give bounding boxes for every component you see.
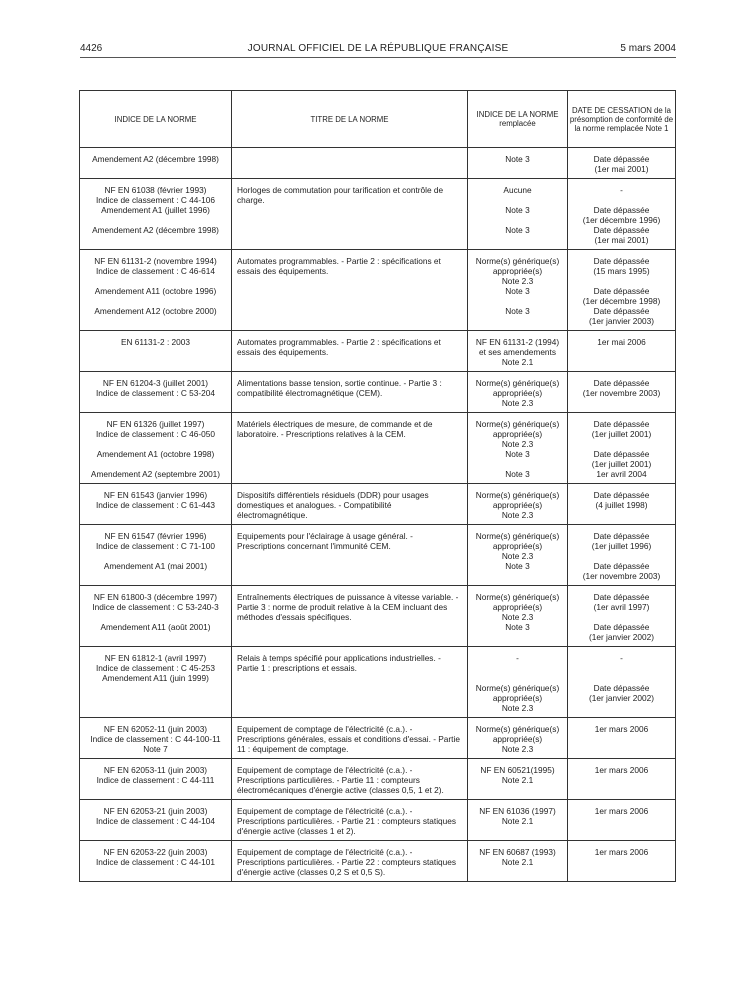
date-cessation-cell (568, 148, 676, 179)
norme-titre-cell (232, 586, 468, 647)
table-row (80, 372, 676, 413)
cell-line: Date dépassée (593, 531, 650, 541)
cell-line: Norme(s) générique(s) (475, 256, 560, 266)
cell-line: 1er mars 2006 (594, 724, 649, 734)
norme-titre-cell (232, 759, 468, 800)
cell-line (237, 154, 462, 164)
cell-line: Amendement A11 (octobre 1996) (94, 286, 217, 296)
date-cessation-cell (568, 179, 676, 250)
cell-line: (1er janvier 2003) (588, 316, 655, 326)
cell-line: Indice de classement : C 44-101 (96, 857, 215, 867)
norme-remplacee-cell (468, 718, 568, 759)
cell-line: - (620, 185, 623, 195)
cell-line: Equipement de comptage de l'électricité (c.a.). - Prescriptions particulières. - Partie 11 : compteurs électromécaniques d'énergie active (classes 0,5, 1 et 2). (237, 765, 444, 795)
cell-line: Note 2.1 (501, 816, 534, 826)
cell-line: Date dépassée (593, 490, 650, 500)
col-header-indice: INDICE DE LA NORME (80, 91, 232, 148)
norme-remplacee-cell (468, 250, 568, 331)
cell-line: NF EN 61204-3 (juillet 2001) (102, 378, 209, 388)
cell-line (571, 551, 672, 561)
cell-line: Note 2.1 (501, 857, 534, 867)
norme-remplacee-cell (468, 586, 568, 647)
cell-line: Note 2.3 (501, 439, 534, 449)
norme-titre-cell (232, 413, 468, 484)
cell-line: (1er avril 1997) (593, 602, 650, 612)
cell-line: Date dépassée (593, 205, 650, 215)
cell-line (83, 439, 228, 449)
cell-line: Indice de classement : C 46-614 (96, 266, 215, 276)
cell-line: appropriée(s) (492, 693, 543, 703)
cell-line: NF EN 62052-11 (juin 2003) (103, 724, 208, 734)
table-header-row (80, 91, 676, 148)
issue-date: 5 mars 2004 (620, 43, 676, 54)
cell-line (571, 276, 672, 286)
norme-titre-cell (232, 372, 468, 413)
cell-line: Indice de classement : C 53-240-3 (92, 602, 219, 612)
cell-line: Equipement de comptage de l'électricité (c.a.). - Prescriptions particulières. - Partie 22 : compteurs statiques d'énergie active (classes 0,2 S et 0,5 S). (237, 847, 457, 877)
cell-line: Amendement A1 (juillet 1996) (101, 205, 210, 215)
cell-line: Norme(s) générique(s) (475, 683, 560, 693)
cell-line: Aucune (503, 185, 532, 195)
cell-line: Note 2.3 (501, 612, 534, 622)
cell-line: NF EN 61326 (juillet 1997) (106, 419, 205, 429)
date-cessation-cell (568, 718, 676, 759)
cell-line: Date dépassée (593, 256, 650, 266)
cell-line: NF EN 61038 (février 1993) (104, 185, 207, 195)
cell-line: Date dépassée (593, 225, 650, 235)
cell-line: Equipement de comptage de l'électricité (c.a.). - Prescriptions générales, essais et conditions d'essai. - Partie 11 : équipement de comptage. (237, 724, 460, 754)
cell-line (571, 673, 672, 683)
cell-line: Indice de classement : C 44-100-11 (90, 734, 221, 744)
cell-line (471, 296, 564, 306)
cell-line: appropriée(s) (492, 602, 543, 612)
cell-line: Alimentations basse tension, sortie continue. - Partie 3 : compatibilité électromagnétique (CEM). (237, 378, 442, 398)
cell-line: Amendement A11 (août 2001) (100, 622, 211, 632)
norme-remplacee-cell (468, 372, 568, 413)
cell-line: Note 2.3 (501, 510, 534, 520)
cell-line: Amendement A1 (octobre 1998) (96, 449, 215, 459)
cell-line: Equipement de comptage de l'électricité (c.a.). - Prescriptions particulières. - Partie 21 : compteurs statiques d'énergie active (classes 1 et 2). (237, 806, 457, 836)
date-cessation-cell (568, 586, 676, 647)
table-row (80, 841, 676, 882)
cell-line: Date dépassée (593, 592, 650, 602)
cell-line: Note 2.1 (501, 357, 534, 367)
table-row (80, 250, 676, 331)
cell-line: Norme(s) générique(s) (475, 378, 560, 388)
cell-line: 1er mai 2006 (597, 337, 646, 347)
table-row (80, 647, 676, 718)
cell-line: (1er janvier 2002) (588, 693, 655, 703)
page-number: 4426 (80, 43, 103, 54)
norme-remplacee-cell (468, 759, 568, 800)
cell-line: Note 3 (505, 205, 530, 215)
cell-line: appropriée(s) (492, 541, 543, 551)
cell-line: appropriée(s) (492, 429, 543, 439)
cell-line: Date dépassée (593, 419, 650, 429)
cell-line: Date dépassée (593, 286, 650, 296)
date-cessation-cell (568, 800, 676, 841)
cell-line: (15 mars 1995) (593, 266, 650, 276)
cell-line: NF EN 61036 (1997) (479, 806, 556, 816)
cell-line: appropriée(s) (492, 500, 543, 510)
date-cessation-cell (568, 525, 676, 586)
cell-line: Indice de classement : C 71-100 (96, 541, 215, 551)
cell-line: NF EN 61131-2 (1994) (475, 337, 560, 347)
norme-indice-cell (80, 759, 232, 800)
table-row (80, 484, 676, 525)
cell-line: EN 61131-2 : 2003 (120, 337, 191, 347)
table-body (80, 148, 676, 882)
cell-line: Note 2.3 (501, 744, 534, 754)
cell-line: Indice de classement : C 45-253 (96, 663, 215, 673)
norme-remplacee-cell (468, 331, 568, 372)
cell-line: Note 3 (505, 225, 530, 235)
cell-line: Relais à temps spécifié pour applications industrielles. - Partie 1 : prescriptions et essais. (237, 653, 441, 673)
norme-remplacee-cell (468, 179, 568, 250)
cell-line: Note 3 (505, 449, 530, 459)
cell-line: NF EN 61547 (février 1996) (104, 531, 207, 541)
date-cessation-cell (568, 484, 676, 525)
cell-line: Entraînements électriques de puissance à vitesse variable. - Partie 3 : norme de produit relative à la CEM incluant des méthodes d'essais spécifiques. (237, 592, 459, 622)
cell-line: Note 7 (143, 744, 168, 754)
cell-line: Note 2.1 (501, 775, 534, 785)
cell-line: Automates programmables. - Partie 2 : spécifications et essais des équipements. (237, 337, 441, 357)
cell-line: Note 2.3 (501, 276, 534, 286)
cell-line (471, 663, 564, 673)
standards-table (79, 90, 676, 882)
table-row (80, 179, 676, 250)
cell-line: (4 juillet 1998) (595, 500, 648, 510)
cell-line: Note 3 (505, 306, 530, 316)
cell-line: Norme(s) générique(s) (475, 419, 560, 429)
cell-line (83, 459, 228, 469)
cell-line: Amendement A2 (décembre 1998) (92, 154, 219, 164)
cell-line: (1er juillet 2001) (591, 429, 652, 439)
cell-line: Date dépassée (593, 306, 650, 316)
cell-line: 1er mars 2006 (594, 847, 649, 857)
cell-line: Indice de classement : C 53-204 (96, 388, 215, 398)
date-cessation-cell (568, 759, 676, 800)
cell-line (83, 551, 228, 561)
date-cessation-cell (568, 250, 676, 331)
norme-indice-cell (80, 148, 232, 179)
cell-line (571, 663, 672, 673)
cell-line: NF EN 62053-22 (juin 2003) (103, 847, 208, 857)
cell-line: NF EN 61131-2 (novembre 1994) (94, 256, 217, 266)
cell-line: (1er juillet 2001) (591, 459, 652, 469)
table-row (80, 148, 676, 179)
cell-line (83, 215, 228, 225)
cell-line: (1er janvier 2002) (588, 632, 655, 642)
cell-line: NF EN 60521(1995) (480, 765, 555, 775)
cell-line: Date dépassée (593, 622, 650, 632)
date-cessation-cell (568, 331, 676, 372)
cell-line: - (516, 653, 519, 663)
cell-line: Amendement A11 (juin 1999) (102, 673, 209, 683)
norme-remplacee-cell (468, 800, 568, 841)
cell-line: (1er mai 2001) (594, 164, 649, 174)
cell-line: (1er mai 2001) (594, 235, 649, 245)
norme-titre-cell (232, 525, 468, 586)
norme-indice-cell (80, 250, 232, 331)
cell-line: NF EN 60687 (1993) (479, 847, 556, 857)
cell-line: Matériels électriques de mesure, de commande et de laboratoire. - Prescriptions relatives à la CEM. (237, 419, 433, 439)
norme-indice-cell (80, 331, 232, 372)
cell-line: Amendement A2 (décembre 1998) (92, 225, 219, 235)
norme-remplacee-cell (468, 413, 568, 484)
norme-titre-cell (232, 484, 468, 525)
col-header-date-cessation: DATE DE CESSATION de la présomption de conformité de la norme remplacée Note 1 (568, 91, 676, 148)
cell-line: Date dépassée (593, 154, 650, 164)
cell-line: Automates programmables. - Partie 2 : spécifications et essais des équipements. (237, 256, 441, 276)
cell-line: - (620, 653, 623, 663)
header-rule (80, 57, 676, 58)
cell-line: NF EN 61812-1 (avril 1997) (104, 653, 207, 663)
cell-line: NF EN 62053-21 (juin 2003) (103, 806, 208, 816)
date-cessation-cell (568, 841, 676, 882)
cell-line (471, 195, 564, 205)
cell-line (83, 296, 228, 306)
cell-line: (1er novembre 2003) (582, 388, 661, 398)
cell-line: Indice de classement : C 44-111 (96, 775, 215, 785)
table-row (80, 413, 676, 484)
cell-line: Dispositifs différentiels résiduels (DDR) pour usages domestiques et analogues. - Compatibilité électromagnétique. (237, 490, 429, 520)
norme-indice-cell (80, 647, 232, 718)
norme-indice-cell (80, 372, 232, 413)
cell-line (83, 612, 228, 622)
norme-indice-cell (80, 413, 232, 484)
date-cessation-cell (568, 413, 676, 484)
cell-line: Norme(s) générique(s) (475, 592, 560, 602)
cell-line: Indice de classement : C 44-104 (96, 816, 215, 826)
cell-line: Note 2.3 (501, 703, 534, 713)
cell-line (471, 673, 564, 683)
cell-line: Amendement A12 (octobre 2000) (94, 306, 217, 316)
cell-line: Indice de classement : C 61-443 (96, 500, 215, 510)
cell-line: (1er juillet 1996) (591, 541, 652, 551)
cell-line: Note 3 (505, 469, 530, 479)
cell-line: Indice de classement : C 46-050 (96, 429, 215, 439)
norme-remplacee-cell (468, 841, 568, 882)
cell-line: Amendement A1 (mai 2001) (103, 561, 208, 571)
cell-line: Note 3 (505, 286, 530, 296)
norme-titre-cell (232, 647, 468, 718)
cell-line: Indice de classement : C 44-106 (96, 195, 215, 205)
cell-line: Norme(s) générique(s) (475, 490, 560, 500)
cell-line: Note 2.3 (501, 398, 534, 408)
table-row (80, 331, 676, 372)
cell-line (471, 459, 564, 469)
norme-titre-cell (232, 841, 468, 882)
norme-remplacee-cell (468, 148, 568, 179)
cell-line: Note 3 (505, 622, 530, 632)
cell-line: NF EN 61543 (janvier 1996) (103, 490, 208, 500)
table-row (80, 800, 676, 841)
cell-line: 1er avril 2004 (596, 469, 647, 479)
table-row (80, 718, 676, 759)
cell-line: Norme(s) générique(s) (475, 724, 560, 734)
cell-line: 1er mars 2006 (594, 765, 649, 775)
norme-indice-cell (80, 841, 232, 882)
cell-line (83, 276, 228, 286)
cell-line: Date dépassée (593, 561, 650, 571)
norme-titre-cell (232, 179, 468, 250)
cell-line: Note 3 (505, 154, 530, 164)
cell-line: NF EN 61800-3 (décembre 1997) (93, 592, 218, 602)
norme-titre-cell (232, 250, 468, 331)
norme-remplacee-cell (468, 647, 568, 718)
cell-line (571, 195, 672, 205)
cell-line: (1er novembre 2003) (582, 571, 661, 581)
cell-line (571, 612, 672, 622)
cell-line: Date dépassée (593, 449, 650, 459)
norme-indice-cell (80, 179, 232, 250)
date-cessation-cell (568, 372, 676, 413)
cell-line: appropriée(s) (492, 734, 543, 744)
cell-line: Date dépassée (593, 378, 650, 388)
cell-line: Amendement A2 (septembre 2001) (90, 469, 221, 479)
norme-indice-cell (80, 800, 232, 841)
cell-line: Norme(s) générique(s) (475, 531, 560, 541)
cell-line (471, 215, 564, 225)
cell-line: Note 2.3 (501, 551, 534, 561)
col-header-remplacee: INDICE DE LA NORME remplacée (468, 91, 568, 148)
cell-line: (1er décembre 1996) (582, 215, 661, 225)
norme-titre-cell (232, 148, 468, 179)
norme-indice-cell (80, 718, 232, 759)
cell-line: Equipements pour l'éclairage à usage général. - Prescriptions concernant l'immunité CEM. (237, 531, 413, 551)
norme-titre-cell (232, 800, 468, 841)
table-row (80, 586, 676, 647)
cell-line: et ses amendements (478, 347, 557, 357)
cell-line: Note 3 (505, 561, 530, 571)
col-header-titre: TITRE DE LA NORME (232, 91, 468, 148)
norme-indice-cell (80, 525, 232, 586)
norme-titre-cell (232, 331, 468, 372)
cell-line: (1er décembre 1998) (582, 296, 661, 306)
table-row (80, 525, 676, 586)
norme-remplacee-cell (468, 525, 568, 586)
cell-line: Horloges de commutation pour tarification et contrôle de charge. (237, 185, 444, 205)
norme-remplacee-cell (468, 484, 568, 525)
journal-title: JOURNAL OFFICIEL DE LA RÉPUBLIQUE FRANÇAISE (247, 43, 509, 54)
norme-indice-cell (80, 586, 232, 647)
cell-line: 1er mars 2006 (594, 806, 649, 816)
date-cessation-cell (568, 647, 676, 718)
norme-indice-cell (80, 484, 232, 525)
cell-line: Date dépassée (593, 683, 650, 693)
table-row (80, 759, 676, 800)
cell-line: appropriée(s) (492, 388, 543, 398)
page-header (80, 43, 676, 57)
norme-titre-cell (232, 718, 468, 759)
cell-line: NF EN 62053-11 (juin 2003) (103, 765, 208, 775)
cell-line: appropriée(s) (492, 266, 543, 276)
cell-line (571, 439, 672, 449)
